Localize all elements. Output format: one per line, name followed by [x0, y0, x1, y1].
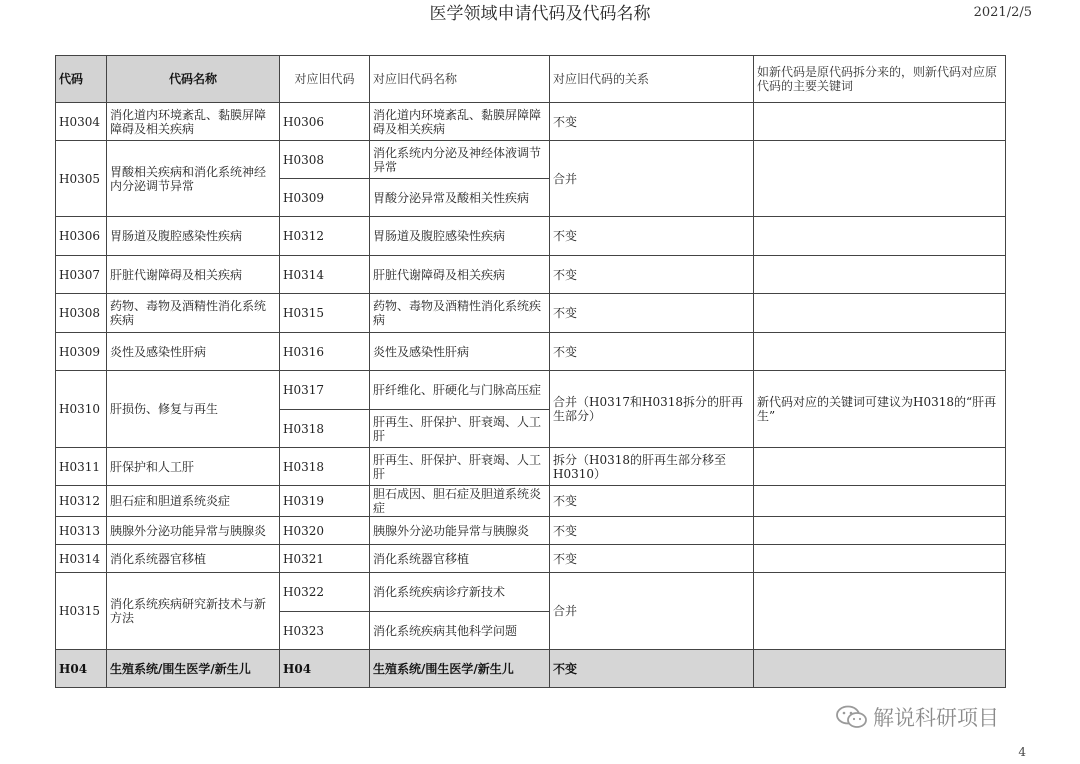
old-code-cell: H0316 — [280, 333, 370, 371]
old-code-name-cell: 消化系统疾病其他科学问题 — [370, 612, 550, 650]
old-code-name-cell: 肝再生、肝保护、肝衰竭、人工肝 — [370, 448, 550, 486]
keyword-cell: 新代码对应的关键词可建议为H0318的“肝再生” — [754, 371, 1006, 448]
relation-cell: 不变 — [550, 333, 754, 371]
keyword-cell — [754, 545, 1006, 573]
code-name-cell: 药物、毒物及酒精性消化系统疾病 — [107, 294, 280, 333]
old-code-name-cell: 肝纤维化、肝硬化与门脉高压症 — [370, 371, 550, 410]
old-code-name-cell: 消化系统疾病诊疗新技术 — [370, 573, 550, 612]
old-code-cell: H0323 — [280, 612, 370, 650]
table-body — [56, 103, 1006, 688]
relation-cell: 不变 — [550, 650, 754, 688]
old-code-name-cell: 炎性及感染性肝病 — [370, 333, 550, 371]
code-cell: H0310 — [56, 371, 107, 448]
code-name-cell: 消化系统疾病研究新技术与新方法 — [107, 573, 280, 650]
code-name-cell: 肝损伤、修复与再生 — [107, 371, 280, 448]
old-code-name-cell: 肝脏代谢障碍及相关疾病 — [370, 256, 550, 294]
old-code-cell: H0319 — [280, 486, 370, 517]
old-code-name-cell: 胰腺外分泌功能异常与胰腺炎 — [370, 517, 550, 545]
relation-cell: 不变 — [550, 545, 754, 573]
old-code-name-cell: 胃肠道及腹腔感染性疾病 — [370, 217, 550, 256]
code-cell: H0314 — [56, 545, 107, 573]
table-row — [56, 103, 1006, 141]
old-code-name-cell: 胆石成因、胆石症及胆道系统炎症 — [370, 486, 550, 517]
wechat-icon — [835, 704, 869, 730]
code-cell: H0313 — [56, 517, 107, 545]
table-row — [56, 256, 1006, 294]
code-cell: H04 — [56, 650, 107, 688]
table-row — [56, 545, 1006, 573]
code-name-cell: 肝保护和人工肝 — [107, 448, 280, 486]
keyword-cell — [754, 333, 1006, 371]
old-code-name-cell: 生殖系统/围生医学/新生儿 — [370, 650, 550, 688]
old-code-cell: H0309 — [280, 179, 370, 217]
relation-cell: 不变 — [550, 103, 754, 141]
keyword-cell — [754, 517, 1006, 545]
code-table — [55, 55, 1006, 688]
old-code-cell: H0322 — [280, 573, 370, 612]
old-code-name-cell: 消化道内环境紊乱、黏膜屏障障碍及相关疾病 — [370, 103, 550, 141]
code-name-cell: 炎性及感染性肝病 — [107, 333, 280, 371]
relation-cell: 合并 — [550, 573, 754, 650]
relation-cell: 不变 — [550, 294, 754, 333]
relation-cell: 不变 — [550, 517, 754, 545]
table-row — [56, 448, 1006, 486]
header-old-code-name: 对应旧代码名称 — [370, 56, 550, 103]
keyword-cell — [754, 486, 1006, 517]
old-code-name-cell: 胃酸分泌异常及酸相关性疾病 — [370, 179, 550, 217]
relation-cell: 不变 — [550, 486, 754, 517]
code-cell: H0311 — [56, 448, 107, 486]
header-code: 代码 — [56, 56, 107, 103]
table-row — [56, 486, 1006, 517]
keyword-cell — [754, 573, 1006, 650]
table-row — [56, 294, 1006, 333]
old-code-cell: H0308 — [280, 141, 370, 179]
table-header — [56, 56, 1006, 103]
code-name-cell: 胰腺外分泌功能异常与胰腺炎 — [107, 517, 280, 545]
code-name-cell: 胃肠道及腹腔感染性疾病 — [107, 217, 280, 256]
old-code-cell: H0306 — [280, 103, 370, 141]
table-row — [56, 141, 1006, 179]
relation-cell: 合并 — [550, 141, 754, 217]
table-row — [56, 217, 1006, 256]
table-row — [56, 333, 1006, 371]
keyword-cell — [754, 294, 1006, 333]
old-code-name-cell: 药物、毒物及酒精性消化系统疾病 — [370, 294, 550, 333]
header-relation: 对应旧代码的关系 — [550, 56, 754, 103]
table-row — [56, 573, 1006, 612]
page-number: 4 — [1018, 745, 1026, 759]
table-row — [56, 650, 1006, 688]
keyword-cell — [754, 141, 1006, 217]
old-code-cell: H0312 — [280, 217, 370, 256]
old-code-cell: H0318 — [280, 448, 370, 486]
code-cell: H0312 — [56, 486, 107, 517]
old-code-cell: H0321 — [280, 545, 370, 573]
old-code-cell: H0315 — [280, 294, 370, 333]
code-name-cell: 消化系统器官移植 — [107, 545, 280, 573]
old-code-name-cell: 消化系统内分泌及神经体液调节异常 — [370, 141, 550, 179]
old-code-name-cell: 肝再生、肝保护、肝衰竭、人工肝 — [370, 410, 550, 448]
code-name-cell: 胃酸相关疾病和消化系统神经内分泌调节异常 — [107, 141, 280, 217]
code-cell: H0308 — [56, 294, 107, 333]
relation-cell: 合并（H0317和H0318拆分的肝再生部分） — [550, 371, 754, 448]
keyword-cell — [754, 256, 1006, 294]
keyword-cell — [754, 217, 1006, 256]
relation-cell: 拆分（H0318的肝再生部分移至H0310） — [550, 448, 754, 486]
keyword-cell — [754, 650, 1006, 688]
document-date: 2021/2/5 — [973, 5, 1032, 20]
relation-cell: 不变 — [550, 217, 754, 256]
old-code-cell: H0314 — [280, 256, 370, 294]
table-row — [56, 371, 1006, 410]
old-code-cell: H0318 — [280, 410, 370, 448]
header-keyword: 如新代码是原代码拆分来的，则新代码对应原代码的主要关键词 — [754, 56, 1006, 103]
code-name-cell: 生殖系统/围生医学/新生儿 — [107, 650, 280, 688]
code-name-cell: 胆石症和胆道系统炎症 — [107, 486, 280, 517]
watermark — [835, 702, 1050, 732]
code-cell: H0304 — [56, 103, 107, 141]
watermark-text: 解说科研项目 — [873, 706, 999, 730]
code-cell: H0305 — [56, 141, 107, 217]
keyword-cell — [754, 103, 1006, 141]
code-name-cell: 肝脏代谢障碍及相关疾病 — [107, 256, 280, 294]
code-cell: H0306 — [56, 217, 107, 256]
header-old-code: 对应旧代码 — [280, 56, 370, 103]
old-code-cell: H0317 — [280, 371, 370, 410]
old-code-cell: H04 — [280, 650, 370, 688]
code-cell: H0315 — [56, 573, 107, 650]
old-code-cell: H0320 — [280, 517, 370, 545]
keyword-cell — [754, 448, 1006, 486]
old-code-name-cell: 消化系统器官移植 — [370, 545, 550, 573]
relation-cell: 不变 — [550, 256, 754, 294]
code-cell: H0307 — [56, 256, 107, 294]
page-title: 医学领域申请代码及代码名称 — [429, 4, 651, 24]
code-cell: H0309 — [56, 333, 107, 371]
header-code-name: 代码名称 — [107, 56, 280, 103]
code-name-cell: 消化道内环境紊乱、黏膜屏障障碍及相关疾病 — [107, 103, 280, 141]
table-row — [56, 517, 1006, 545]
